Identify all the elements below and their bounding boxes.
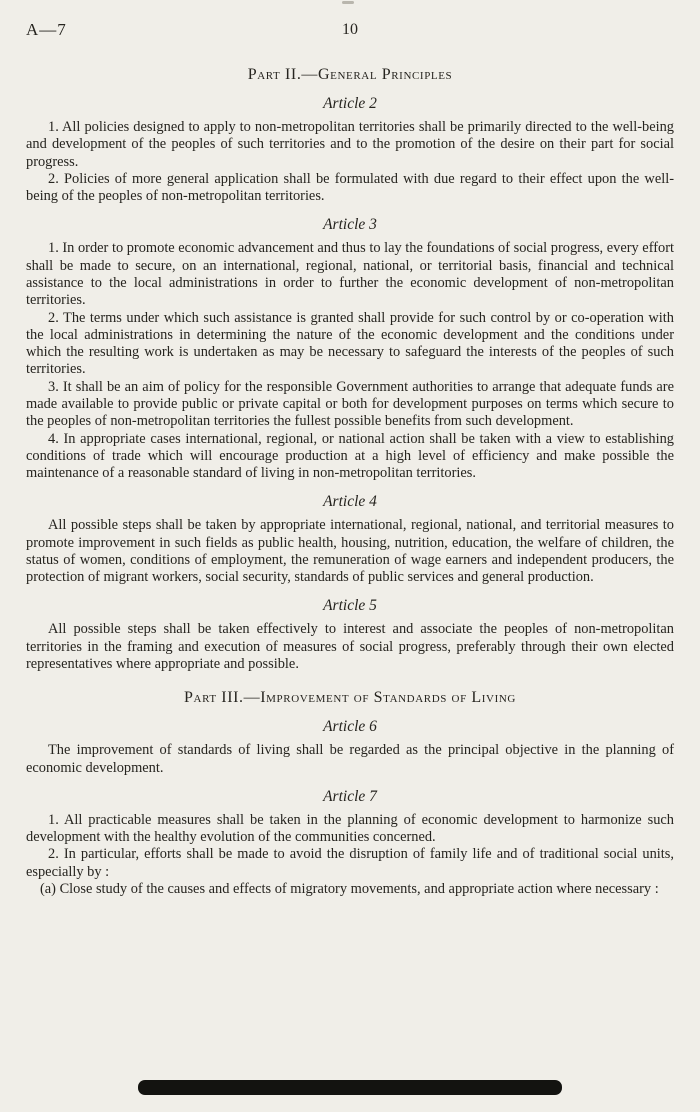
paragraph: 1. All practicable measures shall be taken in the planning of economic development to harmonize such development with the healthy evolution of the communities concerned. <box>26 811 674 846</box>
paragraph: All possible steps shall be taken by appropriate international, regional, national, and territorial measures to promote improvement in such fields as public health, housing, nutrition, education, the welfare of children, the status of women, conditions of employment, the remuneration of wage earners and independent producers, the protection of migrant workers, social security, standards of public services and general production. <box>26 517 674 586</box>
part-heading: Part III.—Improvement of Standards of Living <box>184 689 516 707</box>
article-heading: Article 3 <box>323 216 377 234</box>
paragraph: 3. It shall be an aim of policy for the responsible Government authorities to arrange that adequate funds are made available to provide public or private capital or both for development purposes on terms which secure to the peoples of non-metropolitan territories the fullest possible benefits from such development. <box>26 378 674 430</box>
paragraph: The improvement of standards of living shall be regarded as the principal objective in the planning of economic development. <box>26 742 674 776</box>
sub-paragraph: (a) Close study of the causes and effects of migratory movements, and appropriate action where necessary : <box>40 881 659 897</box>
document-body <box>26 66 674 898</box>
doc-reference: A—7 <box>26 20 67 39</box>
scan-artifact-bar <box>138 1080 562 1095</box>
scan-artifact-mark <box>342 1 354 4</box>
paragraph: All possible steps shall be taken effectively to interest and associate the peoples of non-metropolitan territories in the framing and execution of measures of social progress, preferably through their own elected representatives where appropriate and possible. <box>26 621 674 673</box>
page-header <box>26 20 674 42</box>
article-heading: Article 2 <box>323 95 377 112</box>
paragraph: 2. In particular, efforts shall be made to avoid the disruption of family life and of traditional social units, especially by : <box>26 846 674 880</box>
paragraph: 4. In appropriate cases international, regional, or national action shall be taken with a view to establishing conditions of trade which will encourage production at a high level of efficiency and make possible the maintenance of a reasonable standard of living in non-metropolitan territories. <box>26 430 674 482</box>
page-number: 10 <box>342 21 358 38</box>
article-heading: Article 5 <box>323 597 377 615</box>
article-heading: Article 6 <box>323 718 377 736</box>
paragraph: 2. Policies of more general application shall be formulated with due regard to their effect upon the well-being of the peoples of non-metropolitan territories. <box>26 170 674 205</box>
article-heading: Article 7 <box>323 787 377 805</box>
paragraph: 1. In order to promote economic advancement and thus to lay the foundations of social progress, every effort shall be made to secure, on an international, regional, national, or territorial basis, financial and technical assistance to the local administrations in order to further the economic development of non-metropolitan territories. <box>26 240 674 309</box>
article-heading: Article 4 <box>323 493 377 511</box>
paragraph: 2. The terms under which such assistance is granted shall provide for such control by or co-operation with the local administrations in determining the nature of the economic development and the conditions under which the resulting work is undertaken as may be necessary to safeguard the interests of the peoples of such territories. <box>26 309 674 378</box>
paragraph: 1. All policies designed to apply to non-metropolitan territories shall be primarily directed to the well-being and development of the peoples of such territories and to the promotion of the desire on their part for social progress. <box>26 119 674 170</box>
part-heading: Part II.—General Principles <box>247 66 453 83</box>
